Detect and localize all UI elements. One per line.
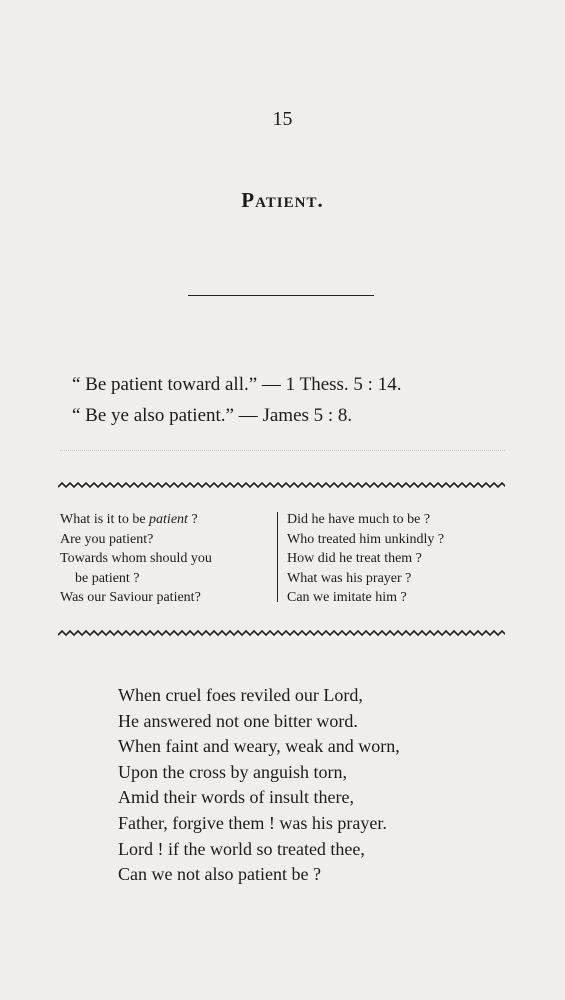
question-right-5: Can we imitate him ?: [287, 590, 407, 605]
column-divider: [277, 512, 278, 602]
poem-line-4: Upon the cross by anguish torn,: [118, 761, 347, 782]
question-right-3: How did he treat them ?: [287, 551, 422, 566]
questions-right-column: [287, 510, 507, 608]
question-right-4: What was his prayer ?: [287, 570, 412, 586]
question-left-2: Are you patient?: [60, 531, 154, 547]
question-right-2: Who treated him unkindly ?: [287, 531, 445, 547]
question-left-3-continued: be patient ?: [75, 570, 140, 586]
wavy-divider-bottom: [58, 629, 505, 637]
question-right-1: Did he have much to be ?: [287, 512, 431, 527]
title-rule: [188, 295, 374, 296]
poem-line-5: Amid their words of insult there,: [118, 787, 354, 808]
scripture-verse-2: “ Be ye also patient.” — James 5 : 8.: [72, 405, 353, 426]
poem: [118, 683, 400, 888]
dotted-divider: [60, 450, 505, 451]
poem-line-8: Can we not also patient be ?: [118, 864, 321, 885]
poem-line-2: He answered not one bitter word.: [118, 710, 358, 731]
question-left-1: What is it to be patient ?: [60, 512, 198, 527]
scripture-verse-1: “ Be patient toward all.” — 1 Thess. 5 : 14.: [72, 374, 402, 395]
wavy-divider-top: [58, 481, 505, 489]
poem-line-1: When cruel foes reviled our Lord,: [118, 685, 363, 705]
poem-line-3: When faint and weary, weak and worn,: [118, 736, 400, 757]
question-left-4: Was our Saviour patient?: [60, 590, 201, 605]
poem-line-7: Lord ! if the world so treated thee,: [118, 838, 365, 859]
question-left-3: Towards whom should you: [60, 551, 212, 566]
poem-line-6: Father, forgive them ! was his prayer.: [118, 812, 387, 833]
questions-left-column: [60, 510, 270, 608]
page-number: 15: [272, 108, 293, 130]
page-title: Patient.: [241, 188, 324, 212]
